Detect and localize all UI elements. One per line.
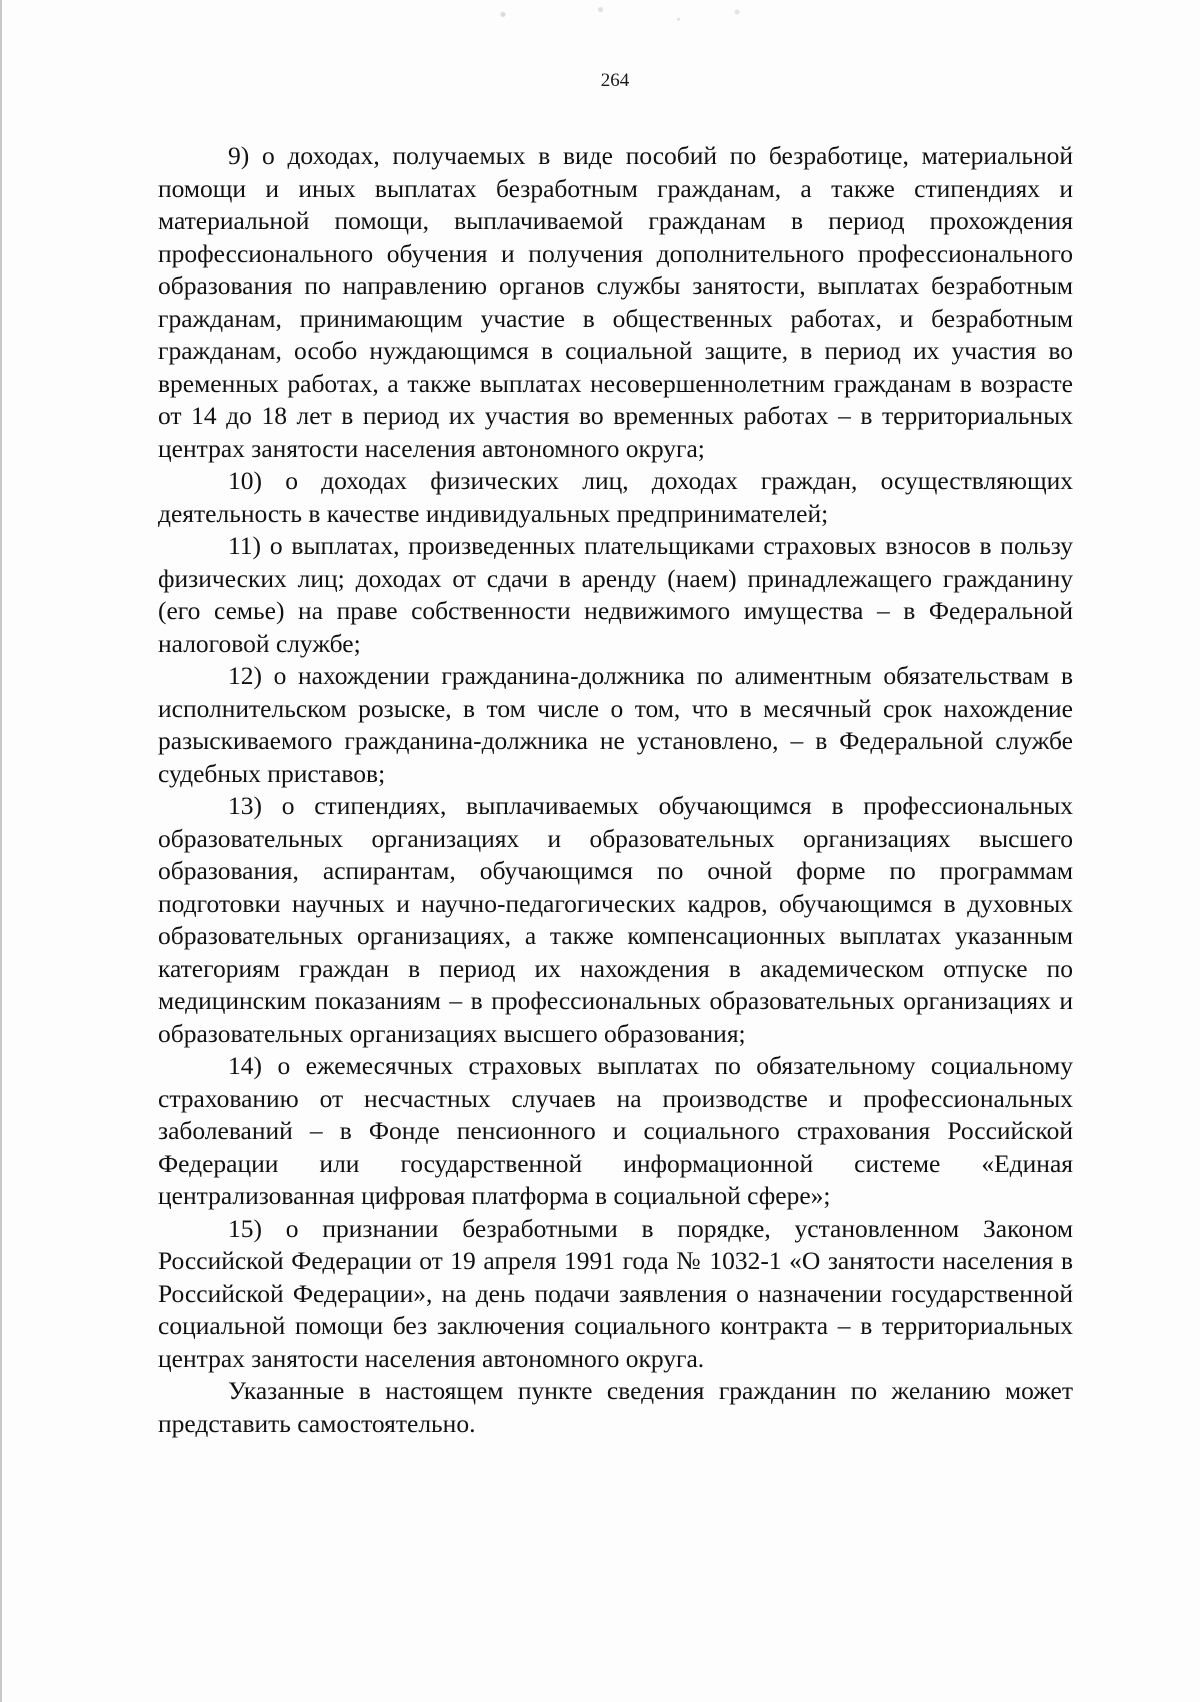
list-item: 9) о доходах, получаемых в виде пособий по безработице, материальной помощи и иных выплатах безработным гражданам, а также стипендиях и материальной помощи, выплачиваемой гражданам в период прохождения профессионального обучения и получения дополнительного профессионального образования по направлению органов службы занятости, выплатах безработным гражданам, принимающим участие в общественных работах, и безработным гражданам, особо нуждающимся в социальной защите, в период их участия во временных работах, а также выплатах несовершеннолетним гражданам в возрасте от 14 до 18 лет в период их участия во временных работах – в территориальных центрах занятости населения автономного округа; <box>158 141 1073 463</box>
list-item: 11) о выплатах, произведенных плательщиками страховых взносов в пользу физических лиц; доходах от сдачи в аренду (наем) принадлежащего гражданину (его семье) на праве собственности недвижимого имущества – в Федеральной налоговой службе; <box>158 531 1073 658</box>
list-item: 14) о ежемесячных страховых выплатах по обязательному социальному страхованию от несчастных случаев на производстве и профессиональных заболеваний – в Фонде пенсионного и социального страхования Российской Федерации или государственной информационной системе «Единая централизованная цифровая платформа в социальной сфере»; <box>158 1051 1073 1210</box>
list-item: 12) о нахождении гражданина-должника по алиментным обязательствам в исполнительском розыске, в том числе о том, что в месячный срок нахождение разыскиваемого гражданина-должника не установлено, – в Федеральной службе судебных приставов; <box>158 661 1073 788</box>
page-number: 264 <box>600 70 630 91</box>
document-body <box>158 140 1073 1440</box>
list-item: 15) о признании безработными в порядке, установленном Законом Российской Федерации от 19 апреля 1991 года № 1032-1 «О занятости населения в Российской Федерации», на день подачи заявления о назначении государственной социальной помощи без заключения социального контракта – в территориальных центрах занятости населения автономного округа. <box>158 1213 1073 1373</box>
list-item: 13) о стипендиях, выплачиваемых обучающимся в профессиональных образовательных организациях и образовательных организациях высшего образования, аспирантам, обучающимся по очной форме по программам подготовки научных и научно-педагогических кадров, обучающимся в духовных образовательных организациях, а также компенсационных выплатах указанным категориям граждан в период их нахождения в академическом отпуске по медицинским показаниям – в профессиональных образовательных организациях и образовательных организациях высшего образования; <box>158 791 1073 1048</box>
scan-edge <box>0 0 2 1702</box>
closing-paragraph: Указанные в настоящем пункте сведения гражданин по желанию может представить самостоятельно. <box>158 1376 1073 1438</box>
list-item: 10) о доходах физических лиц, доходах граждан, осуществляющих деятельность в качестве индивидуальных предпринимателей; <box>158 466 1073 528</box>
scan-noise <box>425 0 815 48</box>
